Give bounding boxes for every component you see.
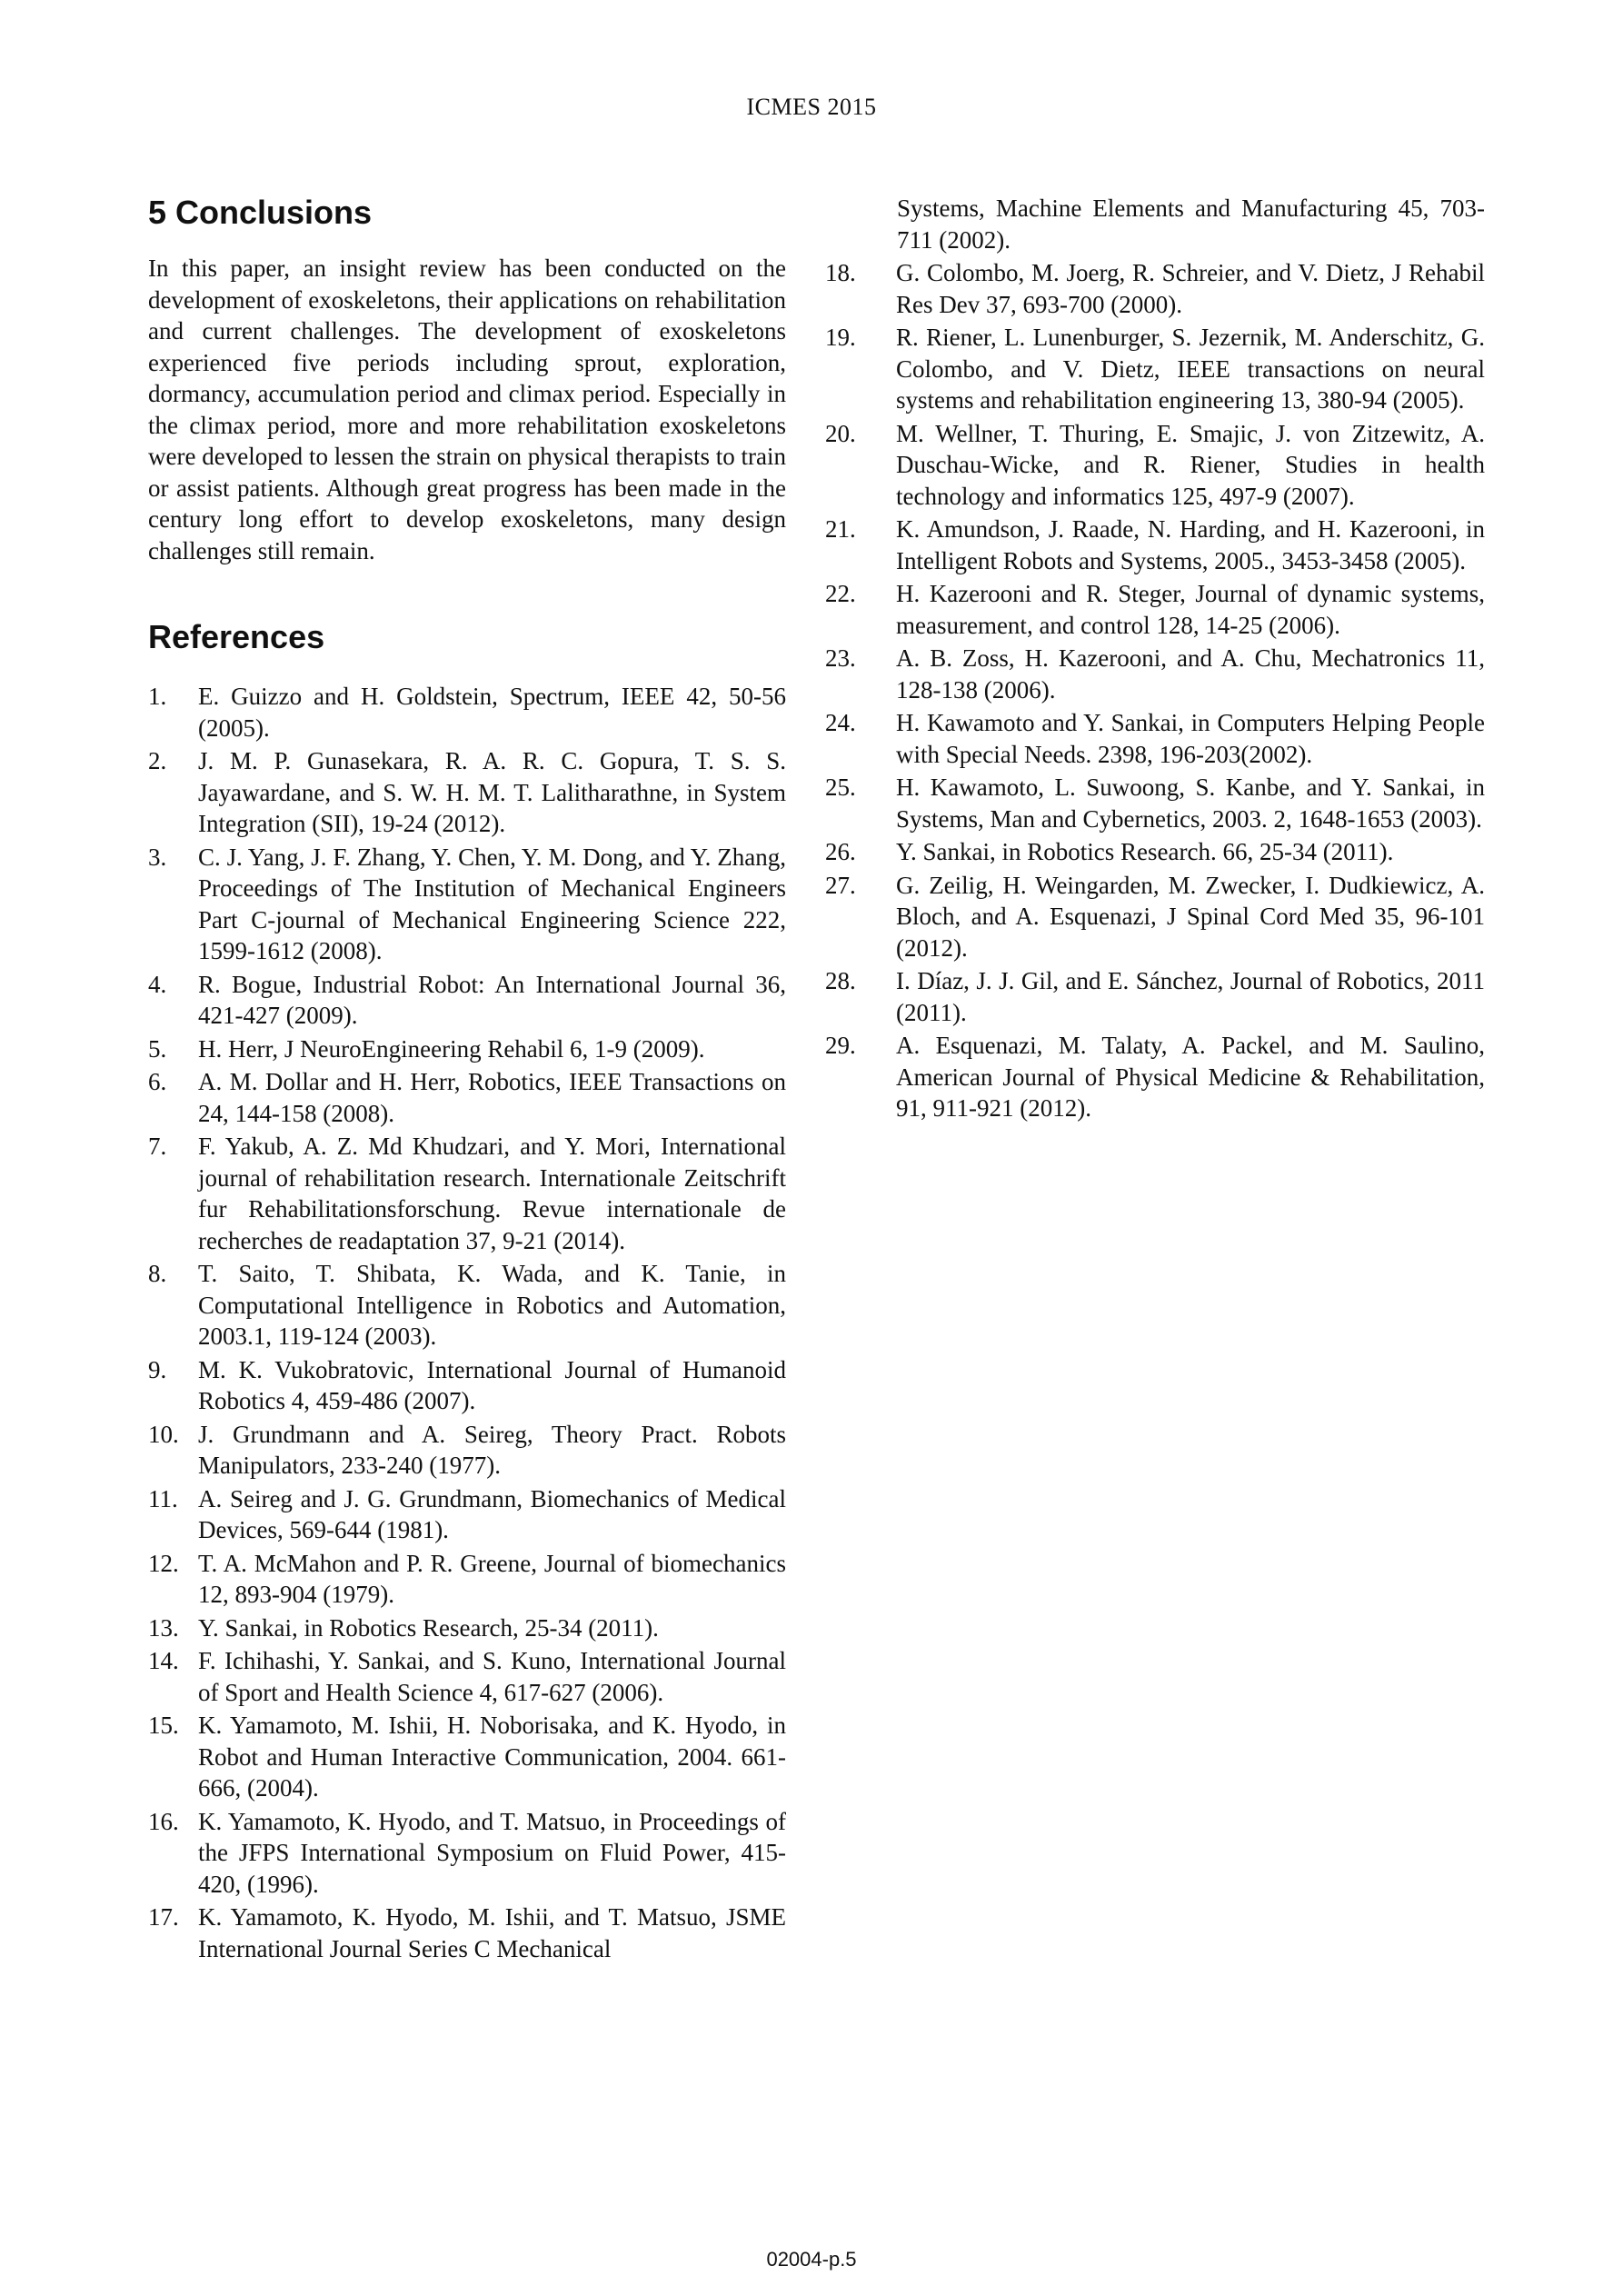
- reference-item: 22. H. Kazerooni and R. Steger, Journal of dynamic systems, measurement, and control 128, 14-25 (2006).: [825, 580, 1485, 639]
- reference-item: 13. Y. Sankai, in Robotics Research, 25-34 (2011).: [148, 1613, 659, 1642]
- reference-item: 16. K. Yamamoto, K. Hyodo, and T. Matsuo, in Proceedings of the JFPS International Symposium on Fluid Power, 415-420, (1996).: [148, 1807, 786, 1898]
- reference-item: 19. R. Riener, L. Lunenburger, S. Jezernik, M. Anderschitz, G. Colombo, and V. Dietz, IEEE transactions on neural systems and rehabilitation engineering 13, 380-94 (2005).: [825, 324, 1485, 414]
- reference-item: 10. J. Grundmann and A. Seireg, Theory Pract. Robots Manipulators, 233-240 (1977).: [148, 1420, 786, 1479]
- reference-item: 11. A. Seireg and J. G. Grundmann, Biomechanics of Medical Devices, 569-644 (1981).: [148, 1484, 786, 1543]
- reference-item: 1. E. Guizzo and H. Goldstein, Spectrum, IEEE 42, 50-56 (2005).: [148, 683, 786, 742]
- reference-item: 8. T. Saito, T. Shibata, K. Wada, and K. Tanie, in Computational Intelligence in Robotics and Automation, 2003.1, 119-124 (2003).: [148, 1260, 786, 1350]
- reference-item: 12. T. A. McMahon and P. R. Greene, Journal of biomechanics 12, 893-904 (1979).: [148, 1549, 786, 1608]
- reference-item: 4. R. Bogue, Industrial Robot: An International Journal 36, 421-427 (2009).: [148, 970, 786, 1029]
- reference-item: 23. A. B. Zoss, H. Kazerooni, and A. Chu, Mechatronics 11, 128-138 (2006).: [825, 644, 1485, 704]
- reference-item: 7. F. Yakub, A. Z. Md Khudzari, and Y. Mori, International journal of rehabilitation research. Internationale Zeitschrift fur Rehabilitationsforschung. Revue internationale de recherches de readaptation 37, 9-21 (2014).: [148, 1133, 786, 1254]
- references-heading: References: [148, 618, 325, 655]
- reference-item: 5. H. Herr, J NeuroEngineering Rehabil 6, 1-9 (2009).: [148, 1034, 705, 1063]
- reference-item: 17. K. Yamamoto, K. Hyodo, M. Ishii, and T. Matsuo, JSME International Journal Series C Mechanical: [148, 1903, 786, 1962]
- reference-item: 20. M. Wellner, T. Thuring, E. Smajic, J. von Zitzewitz, A. Duschau-Wicke, and R. Riener, Studies in health technology and informatics 125, 497-9 (2007).: [825, 419, 1485, 510]
- reference-item: 27. G. Zeilig, H. Weingarden, M. Zwecker, I. Dudkiewicz, A. Bloch, and A. Esquenazi, J Spinal Cord Med 35, 96-101 (2012).: [825, 871, 1485, 962]
- running-header: ICMES 2015: [746, 94, 877, 120]
- reference-item: 3. C. J. Yang, J. F. Zhang, Y. Chen, Y. M. Dong, and Y. Zhang, Proceedings of The Institution of Mechanical Engineers Part C-journal of Mechanical Engineering Science 222, 1599-1612 (2008).: [148, 843, 786, 964]
- page-number-footer: 02004-p.5: [766, 2248, 857, 2271]
- reference-item: 25. H. Kawamoto, L. Suwoong, S. Kanbe, and Y. Sankai, in Systems, Man and Cybernetics, 2003. 2, 1648-1653 (2003).: [825, 774, 1485, 833]
- conclusions-heading: 5 Conclusions: [148, 194, 373, 231]
- reference-item: 26. Y. Sankai, in Robotics Research. 66, 25-34 (2011).: [825, 838, 1394, 865]
- conclusions-paragraph: In this paper, an insight review has been conducted on the development of exoskeletons, their applications on rehabilitation and current challenges. The development of exoskeletons experienced five periods including sprout, exploration, dormancy, accumulation period and climax period. Especially in the climax period, more and more rehabilitation exoskeletons were developed to lessen the strain on physical therapists to train or assist patients. Although great progress has been made in the century long effort to develop exoskeletons, many design challenges still remain.: [148, 255, 786, 564]
- reference-item: 21. K. Amundson, J. Raade, N. Harding, and H. Kazerooni, in Intelligent Robots and Systems, 2005., 3453-3458 (2005).: [825, 515, 1485, 574]
- reference-continuation: Systems, Machine Elements and Manufacturing 45, 703-711 (2002).: [897, 195, 1485, 254]
- reference-item: 2. J. M. P. Gunasekara, R. A. R. C. Gopura, T. S. S. Jayawardane, and S. W. H. M. T. Lalitharathne, in System Integration (SII), 19-24 (2012).: [148, 747, 786, 837]
- reference-item: 14. F. Ichihashi, Y. Sankai, and S. Kuno, International Journal of Sport and Health Science 4, 617-627 (2006).: [148, 1647, 786, 1706]
- reference-item: 9. M. K. Vukobratovic, International Journal of Humanoid Robotics 4, 459-486 (2007).: [148, 1355, 786, 1414]
- references-list-right: [825, 257, 1485, 1124]
- reference-item: 15. K. Yamamoto, M. Ishii, H. Noborisaka, and K. Hyodo, in Robot and Human Interactive Communication, 2004. 661-666, (2004).: [148, 1712, 786, 1802]
- reference-item: 6. A. M. Dollar and H. Herr, Robotics, IEEE Transactions on 24, 144-158 (2008).: [148, 1068, 786, 1127]
- references-list-left: [148, 681, 786, 1964]
- left-column: [148, 193, 786, 1966]
- right-column: [825, 193, 1485, 1126]
- reference-item: 29. A. Esquenazi, M. Talaty, A. Packel, and M. Saulino, American Journal of Physical Medicine & Rehabilitation, 91, 911-921 (2012).: [825, 1032, 1485, 1122]
- reference-item: 24. H. Kawamoto and Y. Sankai, in Computers Helping People with Special Needs. 2398, 196-203(2002).: [825, 709, 1485, 768]
- reference-item: 28. I. Díaz, J. J. Gil, and E. Sánchez, Journal of Robotics, 2011 (2011).: [825, 967, 1485, 1026]
- reference-item: 18. G. Colombo, M. Joerg, R. Schreier, and V. Dietz, J Rehabil Res Dev 37, 693-700 (2000).: [825, 259, 1485, 318]
